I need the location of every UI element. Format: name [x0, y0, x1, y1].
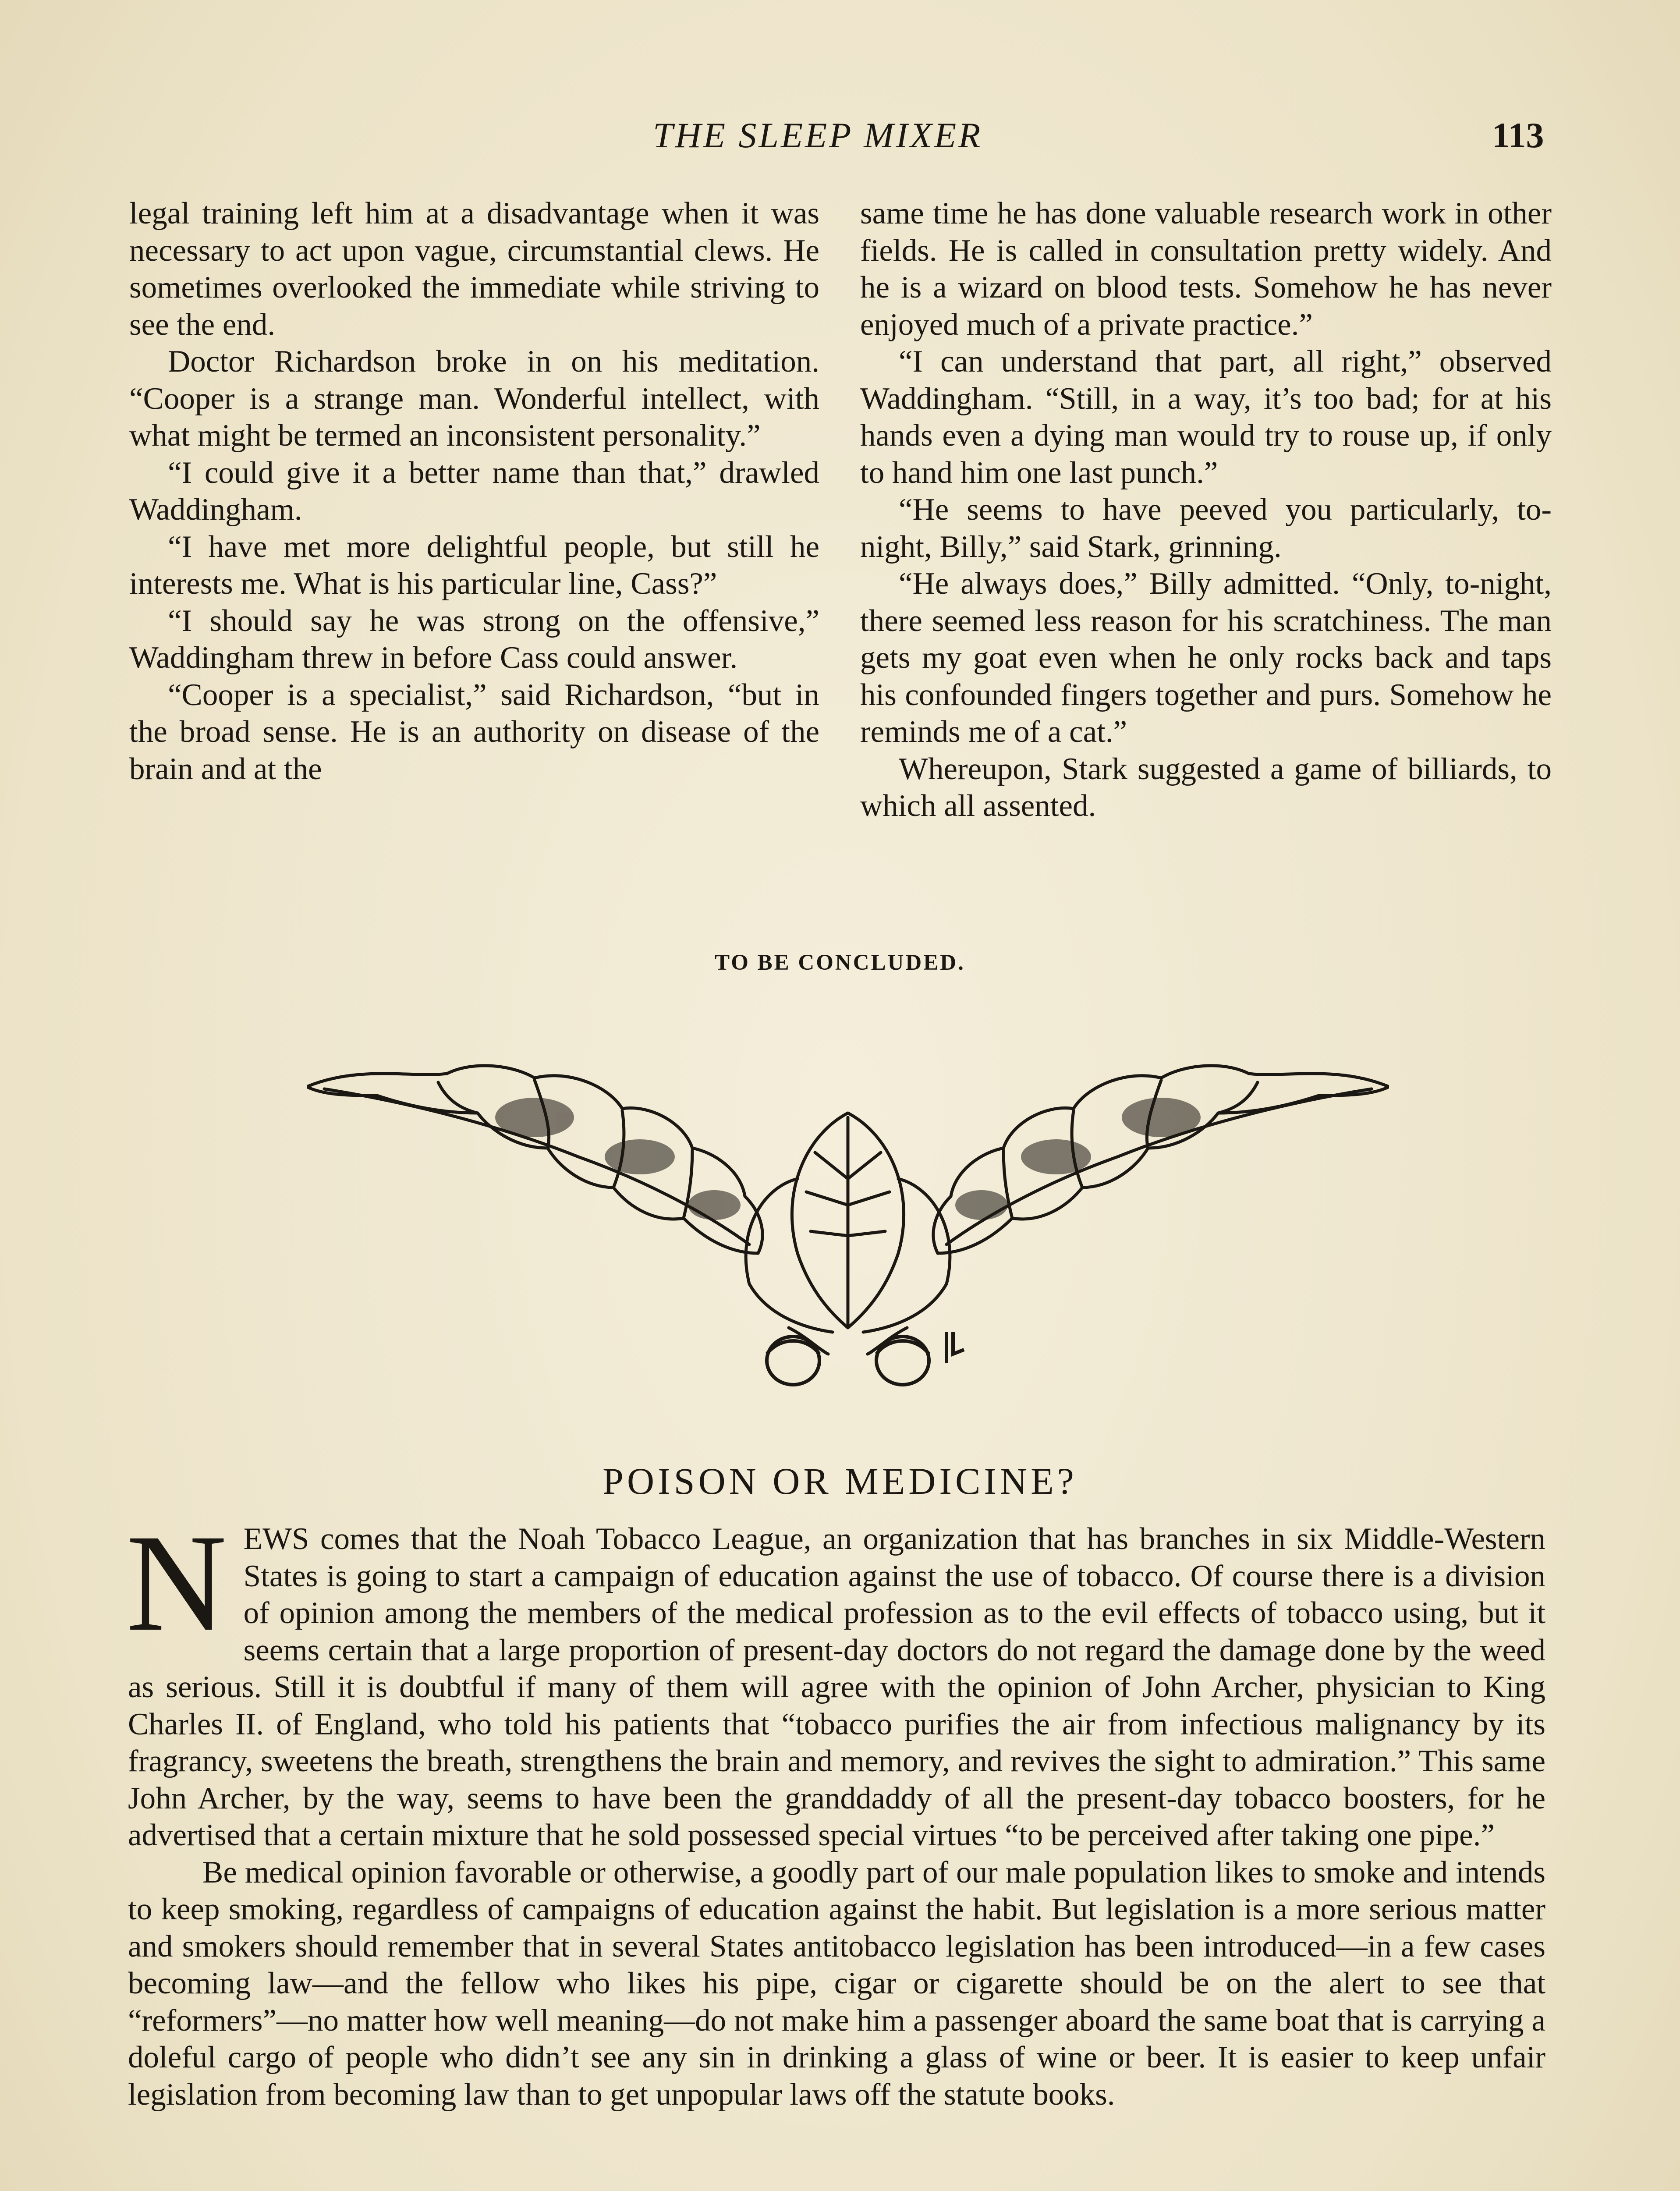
- article-paragraph: Be medical opinion favorable or otherwise, a goodly part of our male population likes to smoke and intends to keep smoking, regardless of campaigns of education against the habit. But legislation is a more serious matter and smokers should remember that in several States antitobacco legislation has been introduced—in a few cases becoming law—and the fellow who likes his pipe, cigar or cigarette should be on the alert to see that “reformers”—no matter how well meaning—do not make him a passenger aboard the same boat that is carrying a doleful cargo of people who didn’t see any sin in drinking a glass of wine or beer. It is easier to keep unfair legislation from becoming law than to get unpopular laws off the statute books.: [128, 1855, 1545, 2112]
- article-body: [126, 1506, 1545, 2113]
- story-paragraph: “I could give it a better name than that,” drawled Waddingham.: [129, 455, 819, 527]
- story-paragraph: same time he has done valuable research work in other fields. He is called in consultation pretty widely. And he is a wizard on blood tests. Somehow he has never enjoyed much of a private practice.”: [860, 196, 1552, 342]
- oak-leaves-acorns-ornament-icon: [307, 1047, 1389, 1398]
- continuation-note: TO BE CONCLUDED.: [715, 950, 965, 975]
- story-paragraph: legal training left him at a disadvantage when it was necessary to act upon vague, circumstantial clews. He sometimes overlooked the immediate while striving to see the end.: [129, 196, 819, 342]
- story-left-column: [129, 195, 819, 787]
- story-paragraph: “Cooper is a specialist,” said Richardson, “but in the broad sense. He is an authority on disease of the brain and at the: [129, 677, 819, 786]
- page-number: 113: [1492, 115, 1544, 155]
- article-first-paragraph: EWS comes that the Noah Tobacco League, an organization that has branches in six Middle-Western States is going to start a campaign of education against the use of tobacco. Of course there is a division of opinion among the members of the medical profession as to the evil effects of tobacco using, but it seems certain that a large proportion of present-day doctors do not regard the damage done by the weed as serious. Still it is doubtful if many of them will agree with the opinion of John Archer, physician to King Charles II. of England, who told his patients that “tobacco purifies the air from infectious malignancy by its fragrancy, sweetens the breath, strengthens the brain and memory, and revives the sight to admiration.” This same John Archer, by the way, seems to have been the granddaddy of all the present-day tobacco boosters, for he advertised that a certain mixture that he sold possessed special virtues “to be perceived after taking one pipe.”: [128, 1522, 1545, 1852]
- story-paragraph: Whereupon, Stark suggested a game of billiards, to which all assented.: [860, 752, 1552, 823]
- story-paragraph: “I should say he was strong on the offensive,” Waddingham threw in before Cass could answer.: [129, 603, 819, 675]
- running-title: THE SLEEP MIXER: [653, 115, 983, 155]
- story-paragraph: “I can understand that part, all right,” observed Waddingham. “Still, in a way, it’s too bad; for at his hands even a dying man would try to rouse up, if only to hand him one last punch.”: [860, 344, 1552, 490]
- story-right-column: [860, 195, 1552, 825]
- story-paragraph: “I have met more delightful people, but still he interests me. What is his particular line, Cass?”: [129, 529, 819, 601]
- article-paragraph: [126, 1506, 1545, 1854]
- article-title: POISON OR MEDICINE?: [603, 1460, 1077, 1502]
- drop-cap: N: [126, 1506, 227, 1660]
- story-paragraph: Doctor Richardson broke in on his meditation. “Cooper is a strange man. Wonderful intellect, with what might be termed an inconsistent personality.”: [129, 344, 819, 453]
- story-paragraph: “He always does,” Billy admitted. “Only, to-night, there seemed less reason for his scratchiness. The man gets my goat even when he only rocks back and taps his confounded fingers together and purs. Somehow he reminds me of a cat.”: [860, 567, 1552, 749]
- story-paragraph: “He seems to have peeved you particularly, to-night, Billy,” said Stark, grinning.: [860, 493, 1552, 564]
